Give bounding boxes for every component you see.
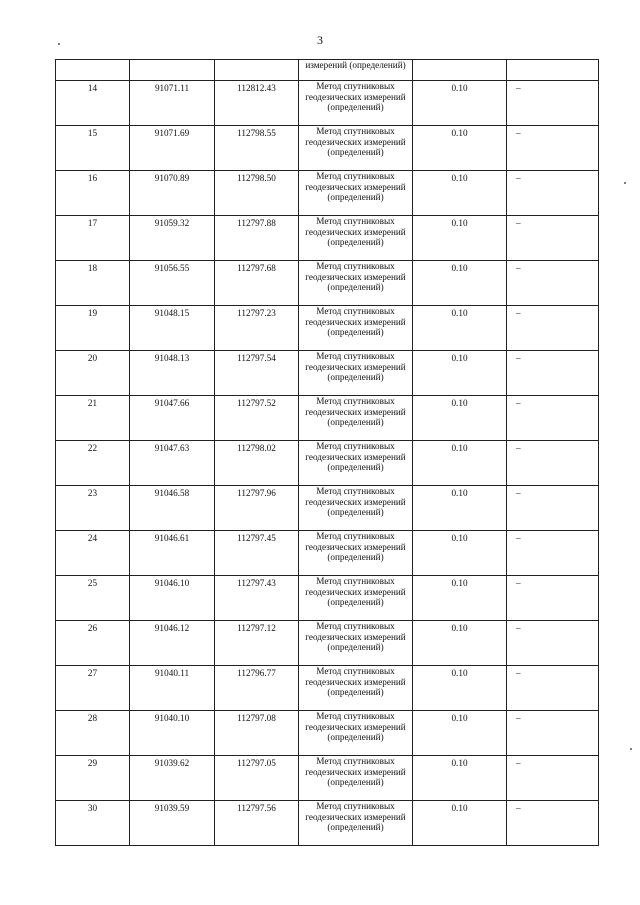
table-cell-error: 0.10 [413, 441, 507, 486]
table-cell-note: – [507, 171, 599, 216]
table-cell-note: – [507, 531, 599, 576]
table-cell-x: 91047.63 [130, 441, 215, 486]
table-cell-number: 29 [56, 756, 130, 801]
table-row [56, 441, 599, 486]
table-cell-y: 112797.45 [215, 531, 299, 576]
table-cell-y: 112797.96 [215, 486, 299, 531]
table-row [56, 621, 599, 666]
table-cell-method: Метод спутниковых геодезических измерений (определений) [299, 711, 413, 756]
table-cell-y: 112798.02 [215, 441, 299, 486]
scan-speck-right [624, 182, 626, 184]
table-row [56, 171, 599, 216]
table-cell-y: 112797.43 [215, 576, 299, 621]
table-cell-note: – [507, 441, 599, 486]
table-row [56, 486, 599, 531]
table-cell-error: 0.10 [413, 126, 507, 171]
table-cell-y: 112797.52 [215, 396, 299, 441]
table-cell-note: – [507, 666, 599, 711]
table-cell-note: – [507, 261, 599, 306]
table-cell-y: 112812.43 [215, 81, 299, 126]
table-cell-x: 91056.55 [130, 261, 215, 306]
table-cell-x: 91059.32 [130, 216, 215, 261]
table-cell-note [507, 60, 599, 81]
table-cell-y: 112797.54 [215, 351, 299, 396]
table-cell-number: 18 [56, 261, 130, 306]
table-cell-error: 0.10 [413, 711, 507, 756]
table-cell-method: Метод спутниковых геодезических измерений (определений) [299, 486, 413, 531]
table-cell-number: 17 [56, 216, 130, 261]
table-row [56, 711, 599, 756]
table-cell-error: 0.10 [413, 306, 507, 351]
table-cell-y: 112797.88 [215, 216, 299, 261]
table-cell-note: – [507, 351, 599, 396]
table-cell-note: – [507, 711, 599, 756]
table-row [56, 351, 599, 396]
table-cell-method: Метод спутниковых геодезических измерений (определений) [299, 621, 413, 666]
table-cell-y: 112797.05 [215, 756, 299, 801]
table-cell-method: Метод спутниковых геодезических измерений (определений) [299, 351, 413, 396]
table-cell-y: 112797.08 [215, 711, 299, 756]
table-cell-note: – [507, 486, 599, 531]
table-cell-y: 112797.56 [215, 801, 299, 846]
table-cell-number: 21 [56, 396, 130, 441]
coordinates-table [55, 59, 599, 846]
table-cell-x: 91046.61 [130, 531, 215, 576]
table-cell-x: 91046.12 [130, 621, 215, 666]
table-cell-y: 112797.12 [215, 621, 299, 666]
table-cell-note: – [507, 81, 599, 126]
table-row [56, 666, 599, 711]
table-cell-method: Метод спутниковых геодезических измерений (определений) [299, 576, 413, 621]
table-cell-method: Метод спутниковых геодезических измерений (определений) [299, 126, 413, 171]
table-cell-y: 112798.55 [215, 126, 299, 171]
table-cell-y: 112796.77 [215, 666, 299, 711]
table-cell-y [215, 60, 299, 81]
table-cell-x: 91070.89 [130, 171, 215, 216]
table-cell-x: 91040.10 [130, 711, 215, 756]
table-cell-method: Метод спутниковых геодезических измерений (определений) [299, 216, 413, 261]
table-cell-x: 91071.69 [130, 126, 215, 171]
table-cell-note: – [507, 801, 599, 846]
table-cell-number: 15 [56, 126, 130, 171]
table-cell-note: – [507, 306, 599, 351]
table-cell-method: измерений (определений) [299, 60, 413, 81]
table-cell-x: 91039.59 [130, 801, 215, 846]
table-cell-error: 0.10 [413, 621, 507, 666]
table-cell-number: 22 [56, 441, 130, 486]
table-cell-number: 14 [56, 81, 130, 126]
table-cell-x: 91048.13 [130, 351, 215, 396]
table-cell-error [413, 60, 507, 81]
table-cell-x: 91047.66 [130, 396, 215, 441]
table-row [56, 801, 599, 846]
table-cell-method: Метод спутниковых геодезических измерений (определений) [299, 171, 413, 216]
table-cell-y: 112797.68 [215, 261, 299, 306]
table-cell-y: 112797.23 [215, 306, 299, 351]
page-number: 3 [317, 33, 323, 47]
table-cell-number: 20 [56, 351, 130, 396]
table-cell-number: 19 [56, 306, 130, 351]
table-cell-x: 91071.11 [130, 81, 215, 126]
table-cell-error: 0.10 [413, 486, 507, 531]
table-row [56, 126, 599, 171]
table-row [56, 81, 599, 126]
table-cell-number: 26 [56, 621, 130, 666]
table-cell-error: 0.10 [413, 81, 507, 126]
table-cell-error: 0.10 [413, 261, 507, 306]
table-cell-method: Метод спутниковых геодезических измерений (определений) [299, 756, 413, 801]
table-cell-number: 24 [56, 531, 130, 576]
table-cell-note: – [507, 216, 599, 261]
table-cell-x [130, 60, 215, 81]
table-cell-number: 25 [56, 576, 130, 621]
table-cell-error: 0.10 [413, 171, 507, 216]
table-cell-method: Метод спутниковых геодезических измерений (определений) [299, 801, 413, 846]
table-cell-error: 0.10 [413, 666, 507, 711]
table-cell-x: 91039.62 [130, 756, 215, 801]
table-cell-error: 0.10 [413, 396, 507, 441]
table-cell-method: Метод спутниковых геодезических измерений (определений) [299, 396, 413, 441]
table-cell-method: Метод спутниковых геодезических измерений (определений) [299, 441, 413, 486]
table-row-continued [56, 60, 599, 81]
table-cell-note: – [507, 126, 599, 171]
table-cell-note: – [507, 396, 599, 441]
table-cell-x: 91048.15 [130, 306, 215, 351]
table-cell-note: – [507, 621, 599, 666]
table-row [56, 306, 599, 351]
table-cell-method: Метод спутниковых геодезических измерений (определений) [299, 306, 413, 351]
table-cell-error: 0.10 [413, 576, 507, 621]
table-cell-x: 91040.11 [130, 666, 215, 711]
table-cell-error: 0.10 [413, 801, 507, 846]
table-row [56, 261, 599, 306]
table-cell-method: Метод спутниковых геодезических измерений (определений) [299, 81, 413, 126]
table-cell-number: 30 [56, 801, 130, 846]
table-cell-error: 0.10 [413, 531, 507, 576]
table-cell-note: – [507, 576, 599, 621]
scan-speck-right-lower [630, 748, 632, 750]
table-cell-x: 91046.10 [130, 576, 215, 621]
table-cell-number: 27 [56, 666, 130, 711]
table-row [56, 531, 599, 576]
table-cell-number: 16 [56, 171, 130, 216]
table-row [56, 576, 599, 621]
table-cell-number: 28 [56, 711, 130, 756]
table-row [56, 756, 599, 801]
table-cell-number: 23 [56, 486, 130, 531]
table-cell-error: 0.10 [413, 216, 507, 261]
table-cell-method: Метод спутниковых геодезических измерений (определений) [299, 666, 413, 711]
table-cell-x: 91046.58 [130, 486, 215, 531]
table-cell-number [56, 60, 130, 81]
table-row [56, 216, 599, 261]
table-cell-method: Метод спутниковых геодезических измерений (определений) [299, 261, 413, 306]
table-cell-error: 0.10 [413, 351, 507, 396]
table-cell-method: Метод спутниковых геодезических измерений (определений) [299, 531, 413, 576]
table-cell-note: – [507, 756, 599, 801]
table-cell-y: 112798.50 [215, 171, 299, 216]
table-cell-error: 0.10 [413, 756, 507, 801]
table-row [56, 396, 599, 441]
